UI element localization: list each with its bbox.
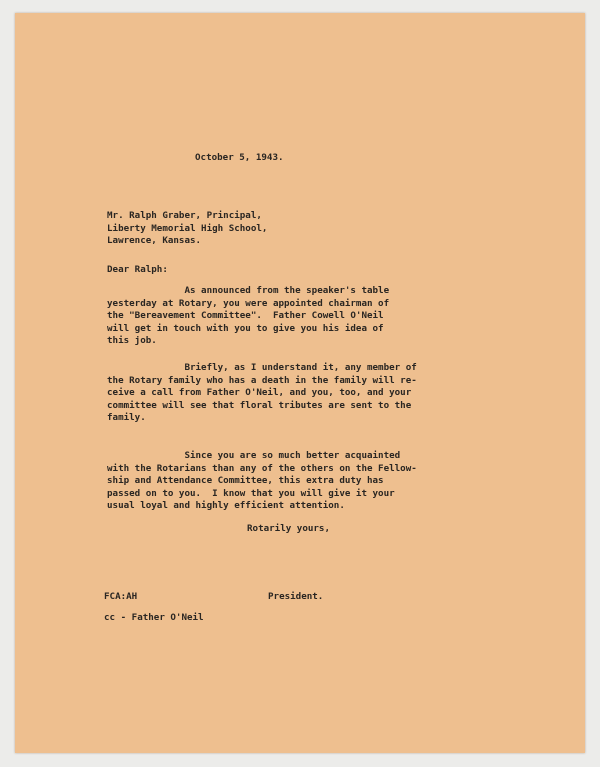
recipient-line-1: Mr. Ralph Graber, Principal, [107,210,262,221]
salutation: Dear Ralph: [107,264,168,275]
carbon-copy-line: cc - Father O'Neil [104,612,204,623]
body-paragraph-2: Briefly, as I understand it, any member of the Rotary family who has a death in the family will re- ceive a call from Father O'Neil, and you, too, and your committee will see that floral tributes are sent to the family. [107,362,417,423]
recipient-line-3: Lawrence, Kansas. [107,235,202,246]
letter-date: October 5, 1943. [195,152,284,163]
recipient-line-2: Liberty Memorial High School, [107,222,268,234]
closing: Rotarily yours, [247,523,330,534]
body-paragraph-1: As announced from the speaker's table yesterday at Rotary, you were appointed chairman of the "Bereavement Committee". Father Cowell O'Neil will get in touch with you to give you his idea of this job. [107,285,390,346]
body-paragraph-3: Since you are so much better acquainted with the Rotarians than any of the others on the Fellow- ship and Attendance Committee, this extra duty has passed on to you. I know that you will give it your usual loyal and highly efficient attention. [107,450,417,511]
recipient-address [107,210,267,248]
signature-title: President. [268,591,324,602]
reference-initials: FCA:AH [104,591,138,602]
